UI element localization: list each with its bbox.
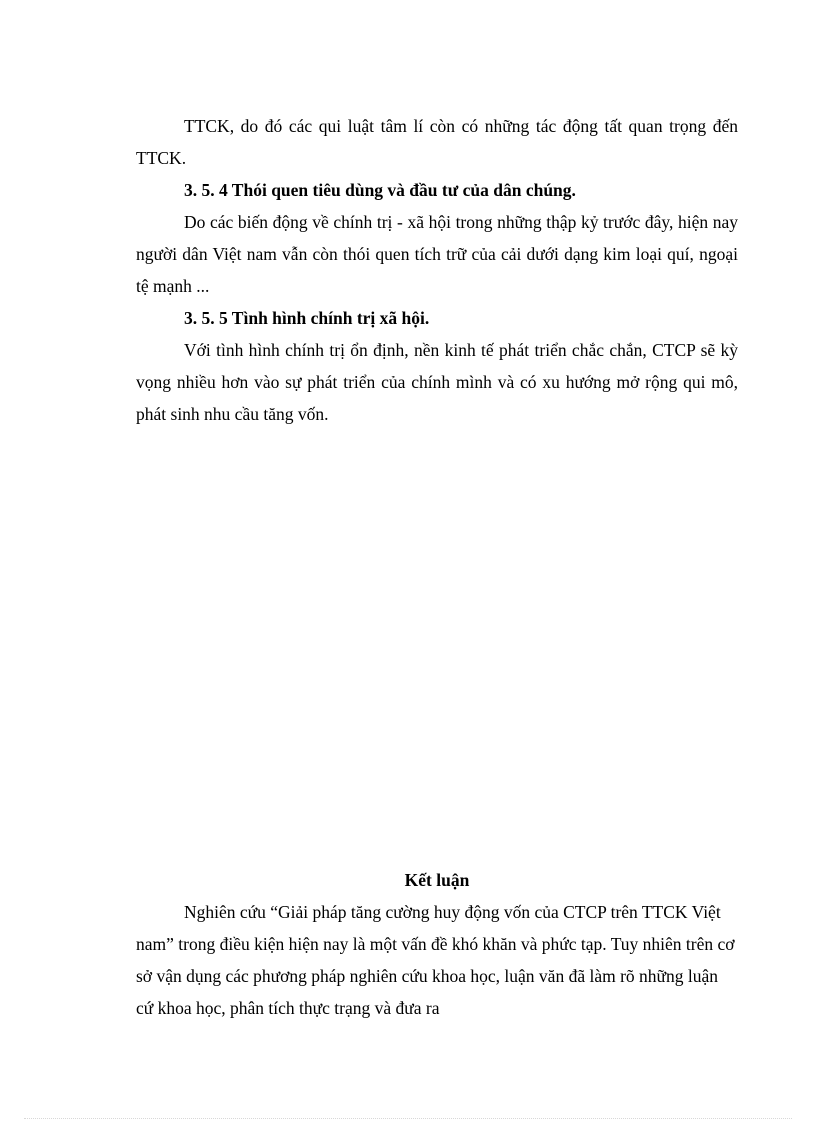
heading-3-5-5: 3. 5. 5 Tình hình chính trị xã hội. <box>184 308 430 328</box>
conclusion-paragraph: Nghiên cứu “Giải pháp tăng cường huy động vốn của CTCP trên TTCK Việt nam” trong điều kiện hiện nay là một vấn đề khó khăn và phức tạp. Tuy nhiên trên cơ sở vận dụng các phương pháp nghiên cứu khoa học, luận văn đã làm rõ những luận cứ khoa học, phân tích thực trạng và đưa ra <box>136 902 735 1018</box>
page-bottom-rule <box>24 1118 792 1119</box>
paragraph-consumption-habits: Do các biến động về chính trị - xã hội trong những thập kỷ trước đây, hiện nay người dân Việt nam vẫn còn thói quen tích trữ của cải dưới dạng kim loại quí, ngoại tệ mạnh ... <box>136 212 738 296</box>
conclusion-section <box>136 864 738 1024</box>
paragraph-political-situation: Với tình hình chính trị ổn định, nền kinh tế phát triển chắc chắn, CTCP sẽ kỳ vọng nhiều hơn vào sự phát triển của chính mình và có xu hướng mở rộng qui mô, phát sinh nhu cầu tăng vốn. <box>136 340 738 424</box>
section-3-5-text <box>136 110 738 430</box>
continuation-paragraph: TTCK, do đó các qui luật tâm lí còn có những tác động tất quan trọng đến TTCK. <box>136 116 738 168</box>
heading-3-5-4: 3. 5. 4 Thói quen tiêu dùng và đầu tư của dân chúng. <box>184 180 576 200</box>
conclusion-title: Kết luận <box>404 870 470 890</box>
